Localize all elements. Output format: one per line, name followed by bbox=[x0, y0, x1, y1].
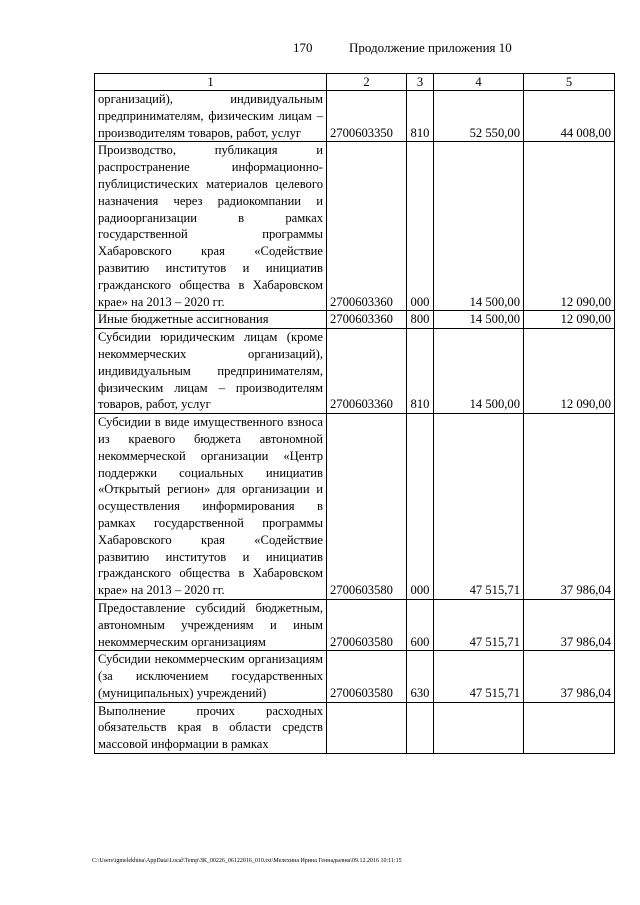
row-description: Субсидии некоммерческим организациям (за исключением государственных (муниципальных) учреждений) bbox=[95, 651, 327, 702]
row-expense-type: 630 bbox=[407, 651, 434, 702]
row-amount-col5: 12 090,00 bbox=[524, 142, 615, 311]
row-expense-type: 600 bbox=[407, 599, 434, 650]
row-expense-type bbox=[407, 702, 434, 753]
row-amount-col5: 37 986,04 bbox=[524, 651, 615, 702]
row-amount-col4 bbox=[434, 702, 524, 753]
row-target-code: 2700603360 bbox=[327, 311, 407, 329]
row-description: Субсидии юридическим лицам (кроме некоммерческих организаций), индивидуальным предпринимателям, физическим лицам – производителям товаров, работ, услуг bbox=[95, 329, 327, 414]
row-target-code: 2700603360 bbox=[327, 329, 407, 414]
row-amount-col4: 47 515,71 bbox=[434, 599, 524, 650]
row-amount-col4: 47 515,71 bbox=[434, 414, 524, 600]
row-amount-col5: 37 986,04 bbox=[524, 414, 615, 600]
table-row bbox=[95, 329, 615, 414]
table-row bbox=[95, 311, 615, 329]
row-description: Предоставление субсидий бюджетным, автономным учреждениям и иным некоммерческим организациям bbox=[95, 599, 327, 650]
row-expense-type: 000 bbox=[407, 414, 434, 600]
column-header-4: 4 bbox=[434, 74, 524, 91]
page-number: 170 bbox=[293, 40, 313, 55]
column-header-2: 2 bbox=[327, 74, 407, 91]
table-row bbox=[95, 414, 615, 600]
table-row bbox=[95, 599, 615, 650]
column-header-1: 1 bbox=[95, 74, 327, 91]
row-target-code bbox=[327, 702, 407, 753]
row-description: Производство, публикация и распространение информационно-публицистических материалов целевого назначения через радиокомпании и радиоорганизации в рамках государственной программы Хабаровского края «Содействие развитию институтов и инициатив гражданского общества в Хабаровском крае» на 2013 – 2020 гг. bbox=[95, 142, 327, 311]
row-target-code: 2700603580 bbox=[327, 414, 407, 600]
row-description: организаций), индивидуальным предпринимателям, физическим лицам – производителям товаров, работ, услуг bbox=[95, 91, 327, 142]
row-description: Иные бюджетные ассигнования bbox=[95, 311, 327, 329]
row-amount-col5: 44 008,00 bbox=[524, 91, 615, 142]
row-amount-col5: 12 090,00 bbox=[524, 311, 615, 329]
row-amount-col4: 14 500,00 bbox=[434, 311, 524, 329]
row-amount-col4: 47 515,71 bbox=[434, 651, 524, 702]
page-header bbox=[0, 40, 640, 58]
row-expense-type: 810 bbox=[407, 329, 434, 414]
header-title: Продолжение приложения 10 bbox=[349, 40, 512, 55]
column-header-3: 3 bbox=[407, 74, 434, 91]
row-expense-type: 000 bbox=[407, 142, 434, 311]
row-expense-type: 810 bbox=[407, 91, 434, 142]
row-target-code: 2700603580 bbox=[327, 651, 407, 702]
row-description: Выполнение прочих расходных обязательств края в области средств массовой информации в рамках bbox=[95, 702, 327, 753]
row-target-code: 2700603360 bbox=[327, 142, 407, 311]
row-amount-col5: 12 090,00 bbox=[524, 329, 615, 414]
row-amount-col4: 14 500,00 bbox=[434, 329, 524, 414]
column-number-row bbox=[95, 74, 615, 91]
row-target-code: 2700603350 bbox=[327, 91, 407, 142]
table-row bbox=[95, 142, 615, 311]
file-path-footer: C:\Users\igmelekhina\AppData\Local\Temp\ЗК_00226_06122016_010.txt\Мелехина Ирина Геннадьевна\09.12.2016 10:11:15 bbox=[92, 858, 402, 864]
table-row bbox=[95, 702, 615, 753]
table-row bbox=[95, 91, 615, 142]
row-amount-col4: 14 500,00 bbox=[434, 142, 524, 311]
row-target-code: 2700603580 bbox=[327, 599, 407, 650]
column-header-5: 5 bbox=[524, 74, 615, 91]
row-amount-col4: 52 550,00 bbox=[434, 91, 524, 142]
table-row bbox=[95, 651, 615, 702]
row-amount-col5 bbox=[524, 702, 615, 753]
row-amount-col5: 37 986,04 bbox=[524, 599, 615, 650]
row-description: Субсидии в виде имущественного взноса из краевого бюджета автономной некоммерческой организации «Центр поддержки социальных инициатив «Открытый регион» для организации и осуществления информирования в рамках государственной программы Хабаровского края «Содействие развитию институтов и инициатив гражданского общества в Хабаровском крае» на 2013 – 2020 гг. bbox=[95, 414, 327, 600]
row-expense-type: 800 bbox=[407, 311, 434, 329]
budget-table bbox=[94, 73, 615, 754]
